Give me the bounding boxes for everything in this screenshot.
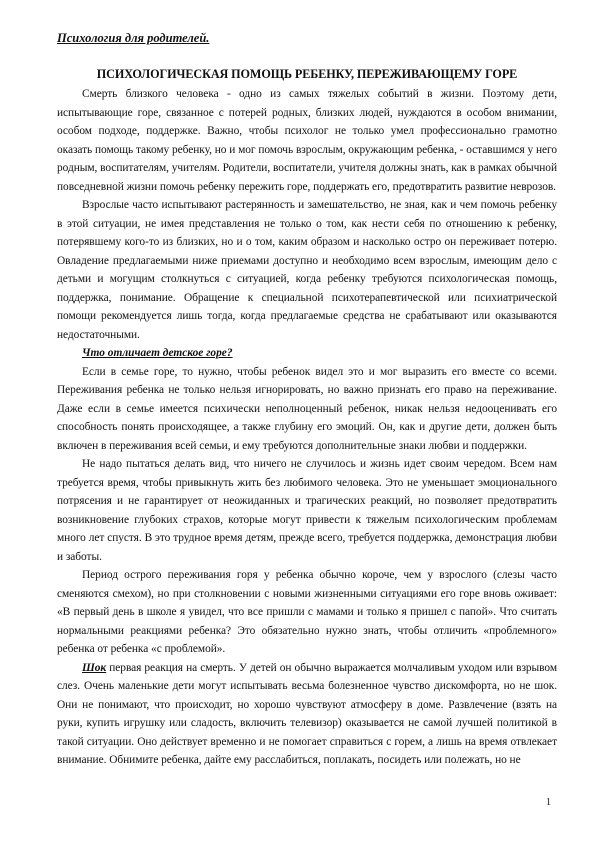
paragraph-family-grief: Если в семье горе, то нужно, чтобы ребенок видел это и мог выразить его вместе со всеми. Переживания ребенка не только нельзя игнорировать, но важно признать его право на переживание. Даже если в семье имеется психически неполноценный ребенок, никак нельзя недооценивать его способность понять происходящее, а также глубину его эмоций. Он, как и другие дети, должен быть включен в переживания всей семьи, и ему требуются дополнительные знаки любви и поддержки. bbox=[57, 365, 557, 452]
subheading-child-grief: Что отличает детское горе? bbox=[82, 347, 233, 359]
shock-text: первая реакция на смерть. У детей он обычно выражается молчаливым уходом или взрывом слез. Очень маленькие дети могут испытывать весьма болезненное чувство дискомфорта, но не шок. Они не понимают, что происходит, но хорошо чувствуют атмосферу в доме. Развлечение (взять на руки, купить игрушку или сладость, включить телевизор) оказывается не самой лучшей политикой в такой ситуации. Оно действует временно и не помогает справиться с горем, а лишь на время отвлекает внимание. Обнимите ребенка, дайте ему расслабиться, поплакать, посидеть или полежать, но не bbox=[57, 661, 557, 766]
shock-term: Шок bbox=[82, 661, 107, 674]
paragraph-shock bbox=[57, 659, 557, 770]
paragraph-intro: Смерть близкого человека - одно из самых тяжелых событий в жизни. Поэтому дети, испытывающие горе, связанное с потерей родных, близких людей, нуждаются в особом внимании, особом подходе, поддержке. Важно, чтобы психолог не только умел профессионально грамотно оказать помощь такому ребенку, но и мог помочь взрослым, окружающим ребенка, - оставшимся у него родным, воспитателям, учителям. Родители, воспитатели, учителя должны знать, как в рамках обычной повседневной жизни помочь ребенку пережить горе, поддержать его, предотвратить развитие неврозов. bbox=[57, 88, 557, 193]
section-header: Психология для родителей. bbox=[57, 31, 210, 45]
article-title: ПСИХОЛОГИЧЕСКАЯ ПОМОЩЬ РЕБЕНКУ, ПЕРЕЖИВАЮЩЕМУ ГОРЕ bbox=[96, 67, 518, 81]
paragraph-time-needed: Не надо пытаться делать вид, что ничего не случилось и жизнь идет своим чередом. Всем нам требуется время, чтобы привыкнуть жить без любимого человека. Это не уменьшает эмоционального потрясения и не гарантирует от неожиданных и трагических реакций, но позволяет предотвратить возникновение глубоких страхов, которые могут привести к тяжелым психологическим проблемам много лет спустя. В это трудное время детям, прежде всего, требуется поддержка, демонстрация любви и заботы. bbox=[57, 458, 557, 563]
page-number: 1 bbox=[546, 797, 551, 808]
paragraph-adults: Взрослые часто испытывают растерянность и замешательство, не зная, как и чем помочь ребенку в этой ситуации, не имея представления не только о том, как нести себя по отношению к ребенку, потерявшему кого-то из близких, но и о том, каким образом и насколько остро он переживает потерю. Овладение предлагаемыми ниже приемами доступно и необходимо всем взрослым, имеющим дело с детьми и могущим столкнуться с ситуацией, когда ребенку требуются психологическая помощь, поддержка, понимание. Обращение к специальной психотерапевтической или психиатрической помощи рекомендуется лишь тогда, когда предлагаемые средства не срабатывают или оказываются недостаточными. bbox=[57, 199, 557, 341]
paragraph-grief-period: Период острого переживания горя у ребенка обычно короче, чем у взрослого (слезы часто сменяются смехом), но при столкновении с новыми жизненными ситуациями его горе вновь оживает: «В первый день в школе я увидел, что все пришли с мамами и только я пришел с папой». Что считать нормальными реакциями ребенка? Это обязательно нужно знать, чтобы отличить «проблемного» ребенка от ребенка «с проблемой». bbox=[57, 569, 557, 655]
